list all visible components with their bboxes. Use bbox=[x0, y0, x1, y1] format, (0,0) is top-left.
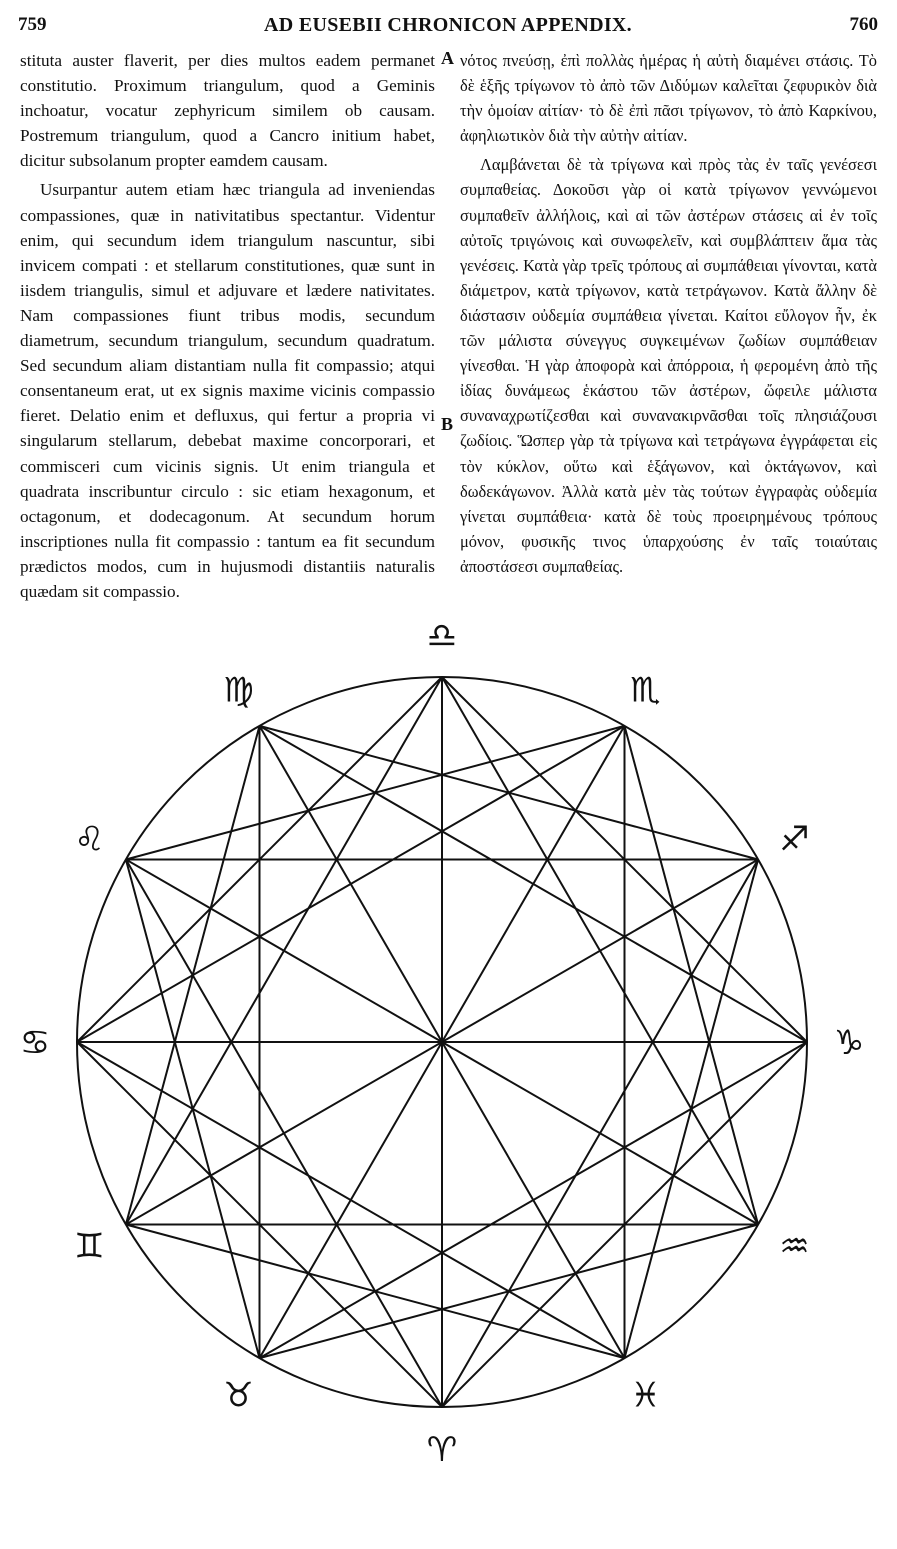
zodiac-diagram-svg bbox=[0, 616, 897, 1549]
latin-paragraph-1: stituta auster flaverit, per dies multos eadem permanet constitutio. Proximum triangulum, quod a Geminis inchoatur, vocatur zephyricum similem ob causam. Postremum triangulum, quod a Cancro initium habet, dicitur subsolanum propter eamdem causam. bbox=[20, 51, 435, 171]
capricorn-icon: ♑ bbox=[833, 1023, 865, 1063]
square-line bbox=[126, 726, 260, 1225]
virgo-icon: ♍ bbox=[223, 670, 254, 711]
sagittarius-icon: ♐ bbox=[779, 819, 810, 860]
running-header bbox=[18, 14, 878, 42]
pisces-icon: ♓ bbox=[630, 1375, 661, 1416]
cancer-icon: ♋ bbox=[19, 1023, 51, 1063]
leo-icon: ♌ bbox=[74, 819, 105, 860]
gemini-icon: ♊ bbox=[74, 1226, 105, 1267]
scorpio-icon: ♏ bbox=[630, 670, 661, 711]
latin-column bbox=[20, 48, 435, 604]
zodiac-aspects-diagram bbox=[0, 616, 897, 1549]
taurus-icon: ♉ bbox=[223, 1375, 254, 1416]
greek-column bbox=[460, 48, 877, 579]
square-line bbox=[126, 860, 260, 1359]
latin-paragraph-2: Usurpantur autem etiam hæc triangula ad inveniendas compassiones, quæ in nativitatibus spectantur. Videntur enim, qui secundum idem triangulum nascuntur, sibi invicem compati : et stellarum constitutiones, quæ sunt in iisdem triangulis, simul et adjuvare et lædere nativitates. Nam compassiones fiunt tribus modis, secundum diametrum, secundum triangulum, secundum quadratum. Sed secundum aliam distantiam nulla fit compassio; atqui consentaneum erat, ut ex signis maxime vicinis compassio fieret. Delatio enim et defluxus, qui fertur a propria vi singularum stellarum, debebat maxime concorporari, et commisceri cum vicinis signis. Ut enim triangula et quadrata inscribuntur circulo : sic etiam hexagonum, et octagonum, et dodecagonum. At secundum horum inscriptiones nulla fit compassio : tantum ea fit secundum prædictos modos, cum in hujusmodi distantiis naturalis quædam sit compassio. bbox=[20, 180, 435, 601]
page-number-left: 759 bbox=[18, 14, 47, 35]
square-line bbox=[126, 1225, 625, 1359]
aquarius-icon: ♒ bbox=[779, 1226, 810, 1267]
page-number-right: 760 bbox=[849, 14, 878, 35]
running-title: AD EUSEBII CHRONICON APPENDIX. bbox=[264, 14, 632, 36]
square-line bbox=[625, 860, 759, 1359]
margin-marker-a: A bbox=[441, 48, 454, 68]
square-line bbox=[260, 1225, 759, 1359]
square-line bbox=[625, 726, 759, 1225]
greek-paragraph-1: νότος πνεύσῃ, ἐπὶ πολλὰς ἡμέρας ἡ αὐτὴ διαμένει στάσις. Τὸ δὲ ἑξῆς τρίγωνον τὸ ἀπὸ τῶν Διδύμων καλεῖται ζεφυρικὸν διὰ τὴν ὁμοίαν αἰτίαν· τὸ δὲ ἐπὶ πᾶσι τρίγωνον, τὸ ἀπὸ Καρκίνου, ἀφηλιωτικὸν διὰ τὴν αὐτὴν αἰτίαν. bbox=[460, 51, 877, 146]
square-line bbox=[260, 726, 759, 860]
margin-marker-b: B bbox=[441, 414, 454, 434]
libra-icon: ♎ bbox=[426, 616, 458, 656]
greek-paragraph-2: Λαμβάνεται δὲ τὰ τρίγωνα καὶ πρὸς τὰς ἐν ταῖς γενέσεσι συμπαθείας. Δοκοῦσι γὰρ οἱ κατὰ τρίγωνον γεννώμενοι συμπαθεῖν ἀλλήλοις, καὶ αἱ τῶν ἀστέρων στάσεις αἱ ἐν τοῖς αὐτοῖς τριγώνοις καὶ συνωφελεῖν, καὶ συμβλάπτειν ἅμα τὰς γενέσεις. Κατὰ γὰρ τρεῖς τρόπους αἱ συμπάθειαι γίνονται, κατὰ διάμετρον, κατὰ τρίγωνον, κατὰ τετράγωνον. Κατὰ ἄλλην δὲ διάστασιν οὐδεμία συμπάθεια γίνεται. Καίτοι εὔλογον ἦν, ἐκ τῶν μάλιστα σύνεγγυς συγκειμένων ζωδίων συμπάθειαν γίνεσθαι. Ἡ γὰρ ἀποφορὰ καὶ ἀπόρροια, ἡ φερομένη ἀπὸ τῆς ἰδίας δυνάμεως ἑκάστου τῶν ἀστέρων, ὤφειλε μάλιστα συναναχρωτίζεσθαι καὶ συνανακιρνᾶσθαι τοῖς πλησιάζουσι ζωδίοις. Ὥσπερ γὰρ τὰ τρίγωνα καὶ τετράγωνα ἐγγράφεται εἰς τὸν κύκλον, οὕτω καὶ ἑξάγωνον, καὶ ὀκτάγωνον, καὶ δωδεκάγωνον. Ἀλλὰ κατὰ μὲν τὰς τούτων ἐγγραφὰς οὐδεμία γίνεται συμπάθεια· κατὰ δὲ τοὺς προειρημένους τρόπους μόνον, φυσικῆς τινος ὑπαρχούσης ἐν ταῖς τοιαύταις ἀποστάσεσι συμπαθείας. bbox=[460, 155, 877, 576]
square-line bbox=[126, 726, 625, 860]
aries-icon: ♈ bbox=[426, 1430, 458, 1470]
